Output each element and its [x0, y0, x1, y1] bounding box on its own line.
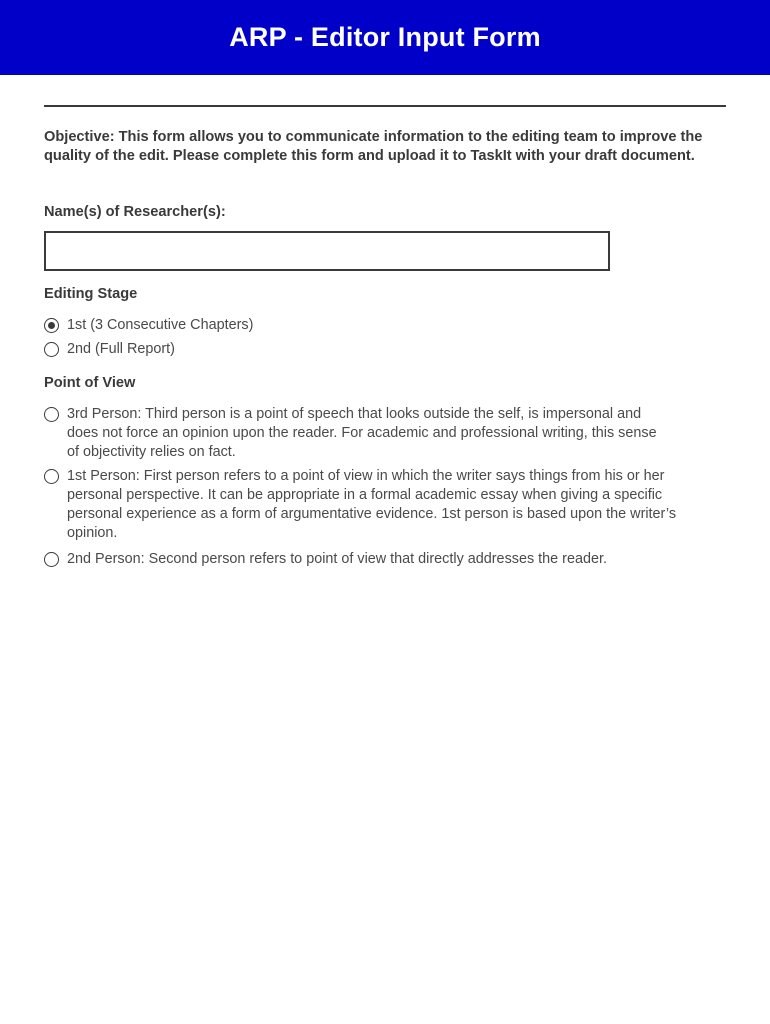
pov-option-2nd-person[interactable]: [44, 550, 684, 569]
objective-text: Objective: This form allows you to communicate information to the editing team to improve the quality of the edit. Please complete this form and upload it to TaskIt with your draft document.: [44, 129, 703, 164]
radio-button-checked[interactable]: [44, 318, 59, 333]
radio-button[interactable]: [44, 342, 59, 357]
header-divider: [44, 105, 726, 107]
editing-stage-option-label: 2nd (Full Report): [67, 341, 175, 357]
pov-option-label: 2nd Person: Second person refers to point of view that directly addresses the reader.: [67, 551, 607, 567]
point-of-view-label: Point of View: [44, 375, 136, 391]
editing-stage-option-1st[interactable]: [44, 316, 684, 335]
pov-option-label: 3rd Person: Third person is a point of speech that looks outside the self, is impersonal and does not force an opinion upon the reader. For academic and professional writing, this sense of objectivity relies on fact.: [67, 406, 657, 460]
radio-button[interactable]: [44, 552, 59, 567]
radio-button[interactable]: [44, 469, 59, 484]
form-title: ARP - Editor Input Form: [229, 22, 541, 52]
pov-option-label: 1st Person: First person refers to a point of view in which the writer says things from his or her personal perspective. It can be appropriate in a formal academic essay when giving a specific personal experience as a form of argumentative evidence. 1st person is based upon the writer’s opinion.: [67, 468, 677, 541]
pov-option-1st-person[interactable]: [44, 467, 684, 543]
editing-stage-option-label: 1st (3 Consecutive Chapters): [67, 317, 254, 333]
researchers-label: Name(s) of Researcher(s):: [44, 204, 226, 220]
researchers-input[interactable]: [44, 231, 610, 271]
radio-button[interactable]: [44, 407, 59, 422]
form-header: [0, 0, 770, 75]
pov-option-3rd-person[interactable]: [44, 405, 664, 462]
editing-stage-label: Editing Stage: [44, 286, 138, 302]
editing-stage-option-2nd[interactable]: [44, 340, 684, 359]
